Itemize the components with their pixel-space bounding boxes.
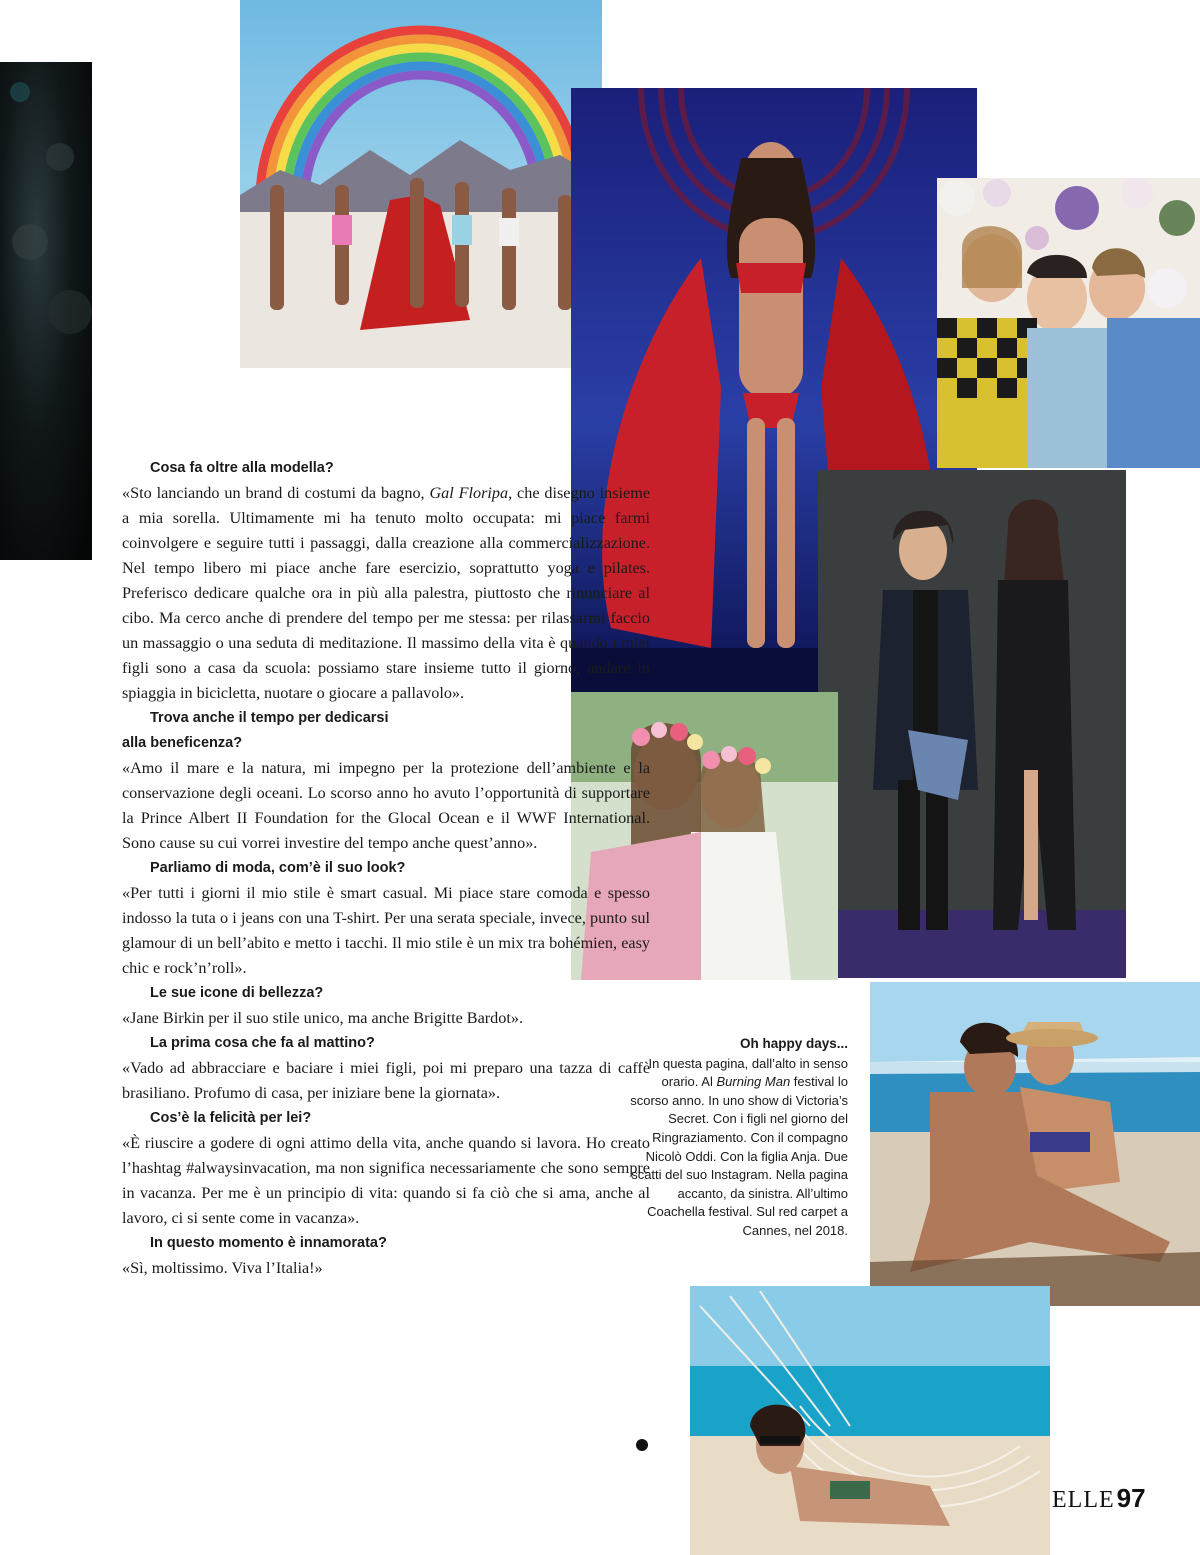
page-number: 97	[1116, 1483, 1146, 1513]
beach-couple-photo	[870, 982, 1200, 1306]
answer-1: «Sto lanciando un brand di costumi da bagno, Gal Floripa, che disegno insieme a mia sorella. Ultimamente mi ha tenuto molto occupata: mi piace farmi coinvolgere e seguire tutti i passaggi, dalla creazione alla commercializzazione. Nel tempo libero mi piace anche fare esercizio, soprattutto yoga e pilates. Preferisco dedicare qualche ora in più alla palestra, piuttosto che rinunciare al cibo. Ma cerco anche di prendere del tempo per me stessa: per rilassarmi faccio un massaggio o una seduta di meditazione. Il massimo della vita è quando i miei figli sono a casa da scuola: possiamo stare insieme tutto il giorno, andare in spiaggia in bicicletta, nuotare o giocare a pallavolo».	[122, 484, 651, 702]
answer-2: «Amo il mare e la natura, mi impegno per la protezione dell’ambiente e la conservazione degli oceani. Lo scorso anno ho avuto l’opportunità di supportare la Prince Albert II Foundation for the Glocal Ocean e il WWF International. Sono cause su cui vorrei investire del tempo anche quest’anno».	[122, 759, 650, 852]
question-5: La prima cosa che fa al mattino?	[150, 1035, 375, 1051]
question-4: Le sue icone di bellezza?	[150, 985, 324, 1001]
answer-4: «Jane Birkin per il suo stile unico, ma anche Brigitte Bardot».	[122, 1009, 524, 1027]
question-7: In questo momento è innamorata?	[150, 1235, 387, 1251]
question-1: Cosa fa oltre alla modella?	[150, 460, 334, 476]
interview-article	[122, 456, 650, 1281]
left-edge-photo	[0, 62, 92, 560]
photo-caption	[620, 1035, 848, 1241]
question-2-line-2: alla beneficenza?	[122, 735, 243, 751]
caption-event: Burning Man	[716, 1074, 791, 1090]
end-mark	[636, 1439, 648, 1451]
answer-6: «È riuscire a godere di ogni attimo della vita, anche quando si lavora. Ho creato l’hashtag #alwaysinvacation, ma non significa necessariamente che sono sempre in vacanza. Per me è un principio di vita: quando si fa ciò che si ama, anche al lavoro, ci si sente come in vacanza».	[122, 1134, 650, 1227]
caption-title: Oh happy days...	[739, 1036, 848, 1051]
kids-photo	[937, 178, 1200, 468]
question-2-line-1: Trova anche il tempo per dedicarsi	[150, 710, 389, 726]
question-6: Cos’è la felicità per lei?	[150, 1110, 312, 1126]
question-3: Parliamo di moda, com’è il suo look?	[150, 860, 406, 876]
magazine-brand: ELLE	[1052, 1487, 1115, 1513]
brand-name: Gal Floripa	[429, 484, 509, 502]
answer-5: «Vado ad abbracciare e baciare i miei figli, poi mi preparo una tazza di caffè brasiliano. Profumo di casa, per iniziare bene la giornata».	[122, 1059, 650, 1102]
page-folio	[1052, 1483, 1146, 1515]
answer-3: «Per tutti i giorni il mio stile è smart casual. Mi piace stare comoda e spesso indosso la tuta o i jeans con una T-shirt. Per una serata speciale, invece, punto sul glamour di un bell’abito e metto i tacchi. Il mio stile è un mix tra bohémien, easy chic e rock’n’roll».	[122, 884, 650, 977]
couple-red-carpet-photo	[818, 470, 1126, 978]
answer-7: «Sì, moltissimo. Viva l’Italia!»	[122, 1259, 323, 1277]
hammock-photo	[690, 1286, 1050, 1555]
caption-body: In questa pagina, dall’alto in senso orario. Al Burning Man festival lo scorso anno. In uno show di Victoria’s Secret. Con i figli nel giorno del Ringraziamento. Con il compagno Nicolò Oddi. Con la figlia Anja. Due scatti del suo Instagram. Nella pagina accanto, da sinistra. All’ultimo Coachella festival. Sul red carpet a Cannes, nel 2018.	[630, 1055, 848, 1238]
burning-man-photo	[240, 0, 602, 368]
